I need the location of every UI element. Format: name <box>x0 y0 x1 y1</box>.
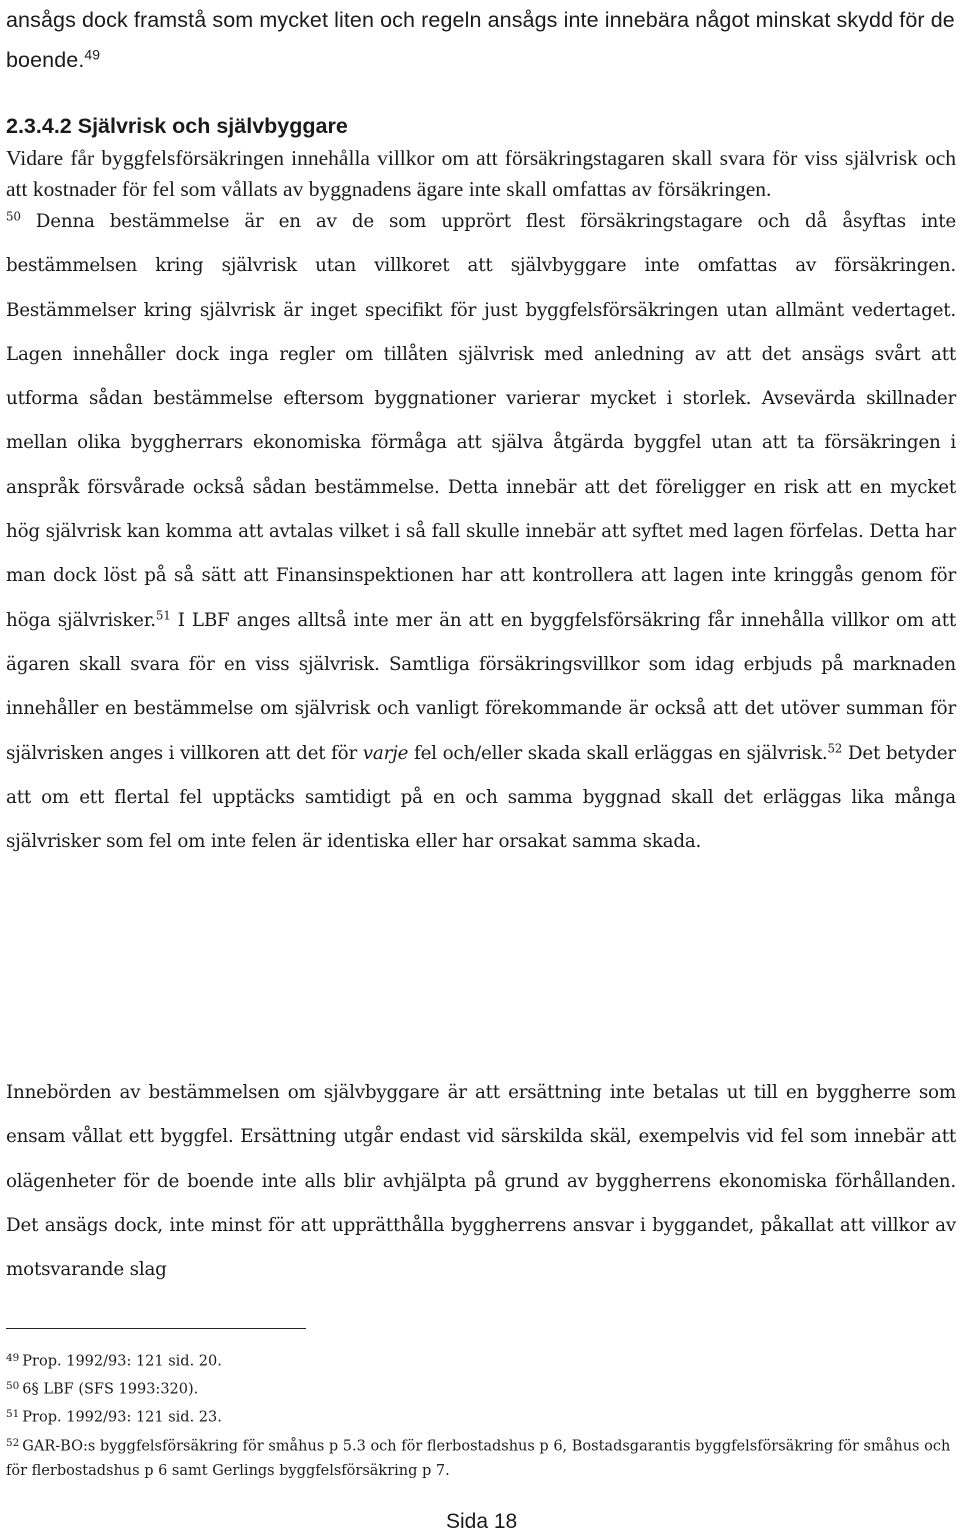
section-lead: Vidare får byggfelsförsäkringen innehålla villkor om att försäkringstagaren skall svara för viss självrisk och att kostnader för fel som vållats av byggnadens ägare inte skall omfattas av försäkringen. <box>6 146 956 201</box>
footnote-52 <box>6 1431 956 1484</box>
footnote-text: 6§ LBF (SFS 1993:320). <box>22 1381 199 1398</box>
footnote-ref-51[interactable]: 51 <box>155 608 171 623</box>
intro-paragraph <box>6 0 956 80</box>
footnote-ref-52[interactable]: 52 <box>827 741 843 756</box>
footnote-divider <box>6 1328 306 1329</box>
footnote-number: 50 <box>6 1380 20 1393</box>
intro-text: ansågs dock framstå som mycket liten och regeln ansågs inte innebära något minskat skydd för de boende. <box>6 8 955 72</box>
footnote-ref-49[interactable]: 49 <box>84 46 101 63</box>
page-number: Sida 18 <box>446 1510 518 1533</box>
footnote-text: Prop. 1992/93: 121 sid. 20. <box>22 1353 222 1370</box>
footnotes <box>6 1346 956 1483</box>
footnote-number: 49 <box>6 1352 20 1364</box>
footnote-50 <box>6 1374 956 1402</box>
footnote-text: Prop. 1992/93: 121 sid. 23. <box>22 1410 222 1427</box>
paragraph-self-risk <box>6 200 956 864</box>
section-heading: 2.3.4.2 Självrisk och självbyggare <box>6 114 348 138</box>
footnote-51 <box>6 1402 956 1430</box>
paragraph-part-c: fel och/eller skada skall erläggas en självrisk. <box>414 742 828 764</box>
paragraph-part-a: Denna bestämmelse är en av de som upprört flest försäkringstagare och då åsyftas inte bestämmelsen kring självrisk utan villkoret att självbyggare inte omfattas av försäkringen. Bestämmelser kring självrisk är inget specifikt för just byggfelsförsäkringen utan allmänt vedertaget. Lagen innehåller dock inga regler om tillåten självrisk med anledning av att det ansägs svårt att utforma sådan bestämmelse eftersom byggnationer varierar mycket i storlek. Avsevärda skillnader mellan olika byggherrars ekonomiska förmåga att själva åtgärda byggfel utan att ta försäkringen i anspråk försvårade också sådan bestämmelse. Detta innebär att det föreligger en risk att en mycket hög självrisk kan komma att avtalas vilket i så fall skulle innebär att syftet med lagen förfelas. Detta har man dock löst på så sätt att Finansinspektionen har att kontrollera att lagen inte kringgås genom för höga självrisker. <box>6 211 956 631</box>
emphasis-word: varje <box>362 742 409 764</box>
footnote-49 <box>6 1346 956 1374</box>
footnote-number: 52 <box>6 1436 20 1449</box>
paragraph-part-d: Det betyder att om ett flertal fel upptäcks samtidigt på en och samma byggnad skall det erläggas lika många självrisker som fel om inte felen är identiska eller har orsakat samma skada. <box>6 742 956 853</box>
footnote-ref-50[interactable]: 50 <box>6 209 21 224</box>
paragraph-self-builder: Innebörden av bestämmelsen om självbyggare är att ersättning inte betalas ut till en byggherre som ensam vållat ett byggfel. Ersättning utgår endast vid särskilda skäl, exempelvis vid fel som innebär att olägenheter för de boende inte alls blir avhjälpta på grund av byggherrens ekonomiska förhållanden. Det ansägs dock, inte minst för att upprätthålla byggherrens ansvar i byggandet, påkallat att villkor av motsvarande slag <box>6 1082 956 1281</box>
footnote-text: GAR-BO:s byggfelsförsäkring för småhus p 5.3 och för flerbostadshus p 6, Bostadsgarantis byggfelsförsäkring för småhus och för flerbostadshus p 6 samt Gerlings byggfelsförsäkring p 7. <box>6 1438 951 1479</box>
paragraph-part-b: I LBF anges alltså inte mer än att en byggfelsförsäkring får innehålla villkor om att ägaren skall svara för en viss självrisk. Samtliga försäkringsvillkor som idag erbjuds på marknaden innehåller en bestämmelse om självrisk och vanligt förekommande är också att det utöver summan för självrisken anges i villkoren att det för <box>6 609 956 764</box>
footnote-number: 51 <box>6 1408 20 1421</box>
